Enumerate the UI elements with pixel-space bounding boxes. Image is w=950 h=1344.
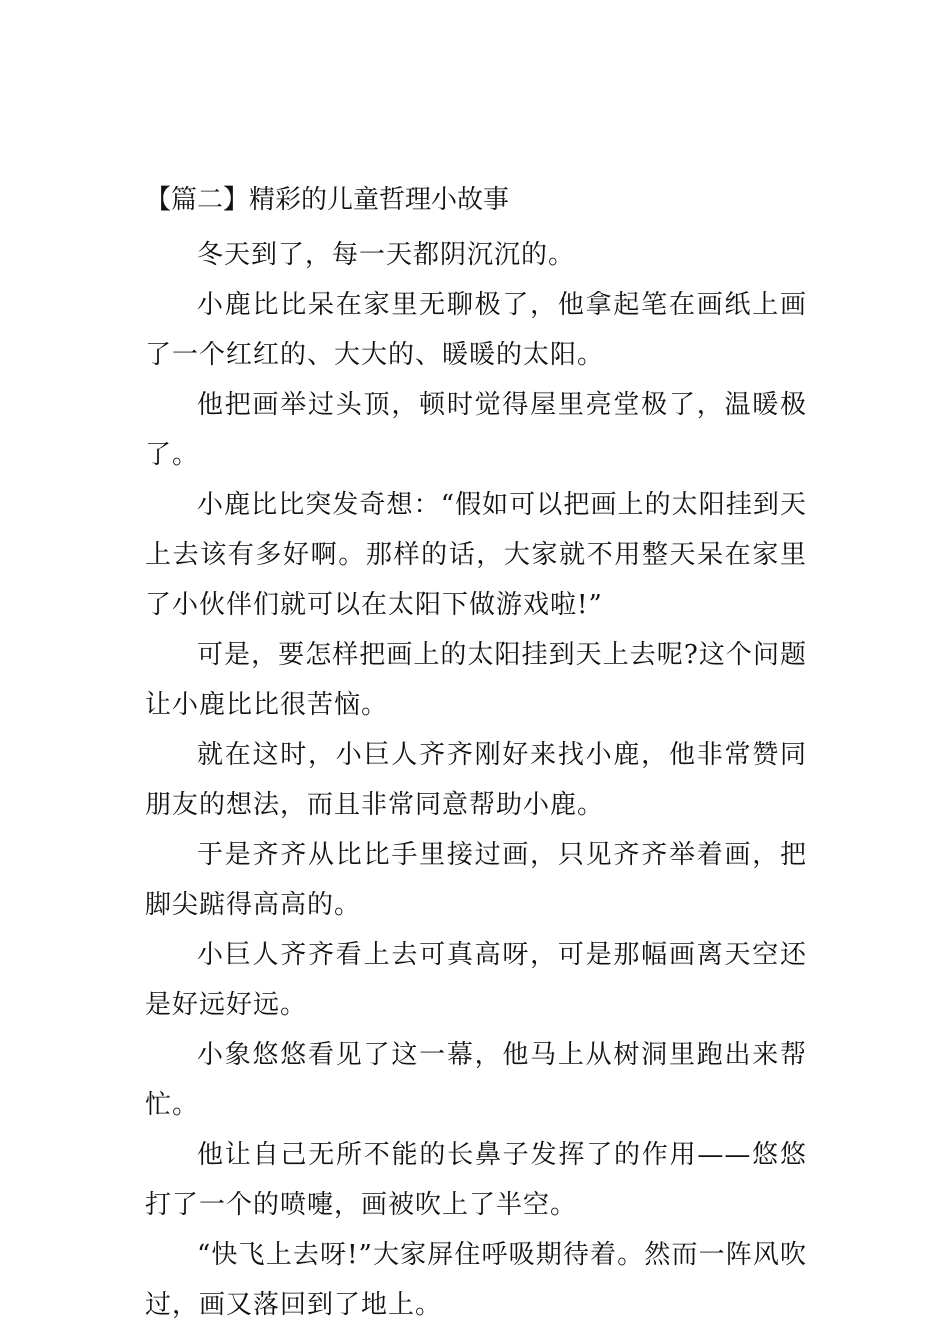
document-page — [145, 180, 807, 1330]
paragraph-1: 冬天到了，每一天都阴沉沉的。 — [197, 240, 576, 270]
document-title: 【篇二】精彩的儿童哲理小故事 — [145, 185, 510, 215]
paragraph-5: 可是，要怎样把画上的太阳挂到天上去呢?这个问题让小鹿比比很苦恼。 — [145, 640, 807, 720]
paragraph-3: 他把画举过头顶，顿时觉得屋里亮堂极了，温暖极了。 — [145, 390, 807, 470]
paragraph-6: 就在这时，小巨人齐齐刚好来找小鹿，他非常赞同朋友的想法，而且非常同意帮助小鹿。 — [145, 740, 807, 820]
paragraph-10: 他让自己无所不能的长鼻子发挥了的作用——悠悠打了一个的喷嚏，画被吹上了半空。 — [145, 1140, 807, 1220]
paragraph-9: 小象悠悠看见了这一幕，他马上从树洞里跑出来帮忙。 — [145, 1040, 807, 1120]
paragraph-8: 小巨人齐齐看上去可真高呀，可是那幅画离天空还是好远好远。 — [145, 940, 807, 1020]
paragraph-11: “快飞上去呀!”大家屏住呼吸期待着。然而一阵风吹过，画又落回到了地上。 — [145, 1240, 807, 1320]
paragraph-2: 小鹿比比呆在家里无聊极了，他拿起笔在画纸上画了一个红红的、大大的、暖暖的太阳。 — [145, 290, 807, 370]
paragraph-7: 于是齐齐从比比手里接过画，只见齐齐举着画，把脚尖踮得高高的。 — [145, 840, 807, 920]
paragraph-4: 小鹿比比突发奇想：“假如可以把画上的太阳挂到天上去该有多好啊。那样的话，大家就不用整天呆在家里了小伙伴们就可以在太阳下做游戏啦!” — [145, 490, 807, 620]
